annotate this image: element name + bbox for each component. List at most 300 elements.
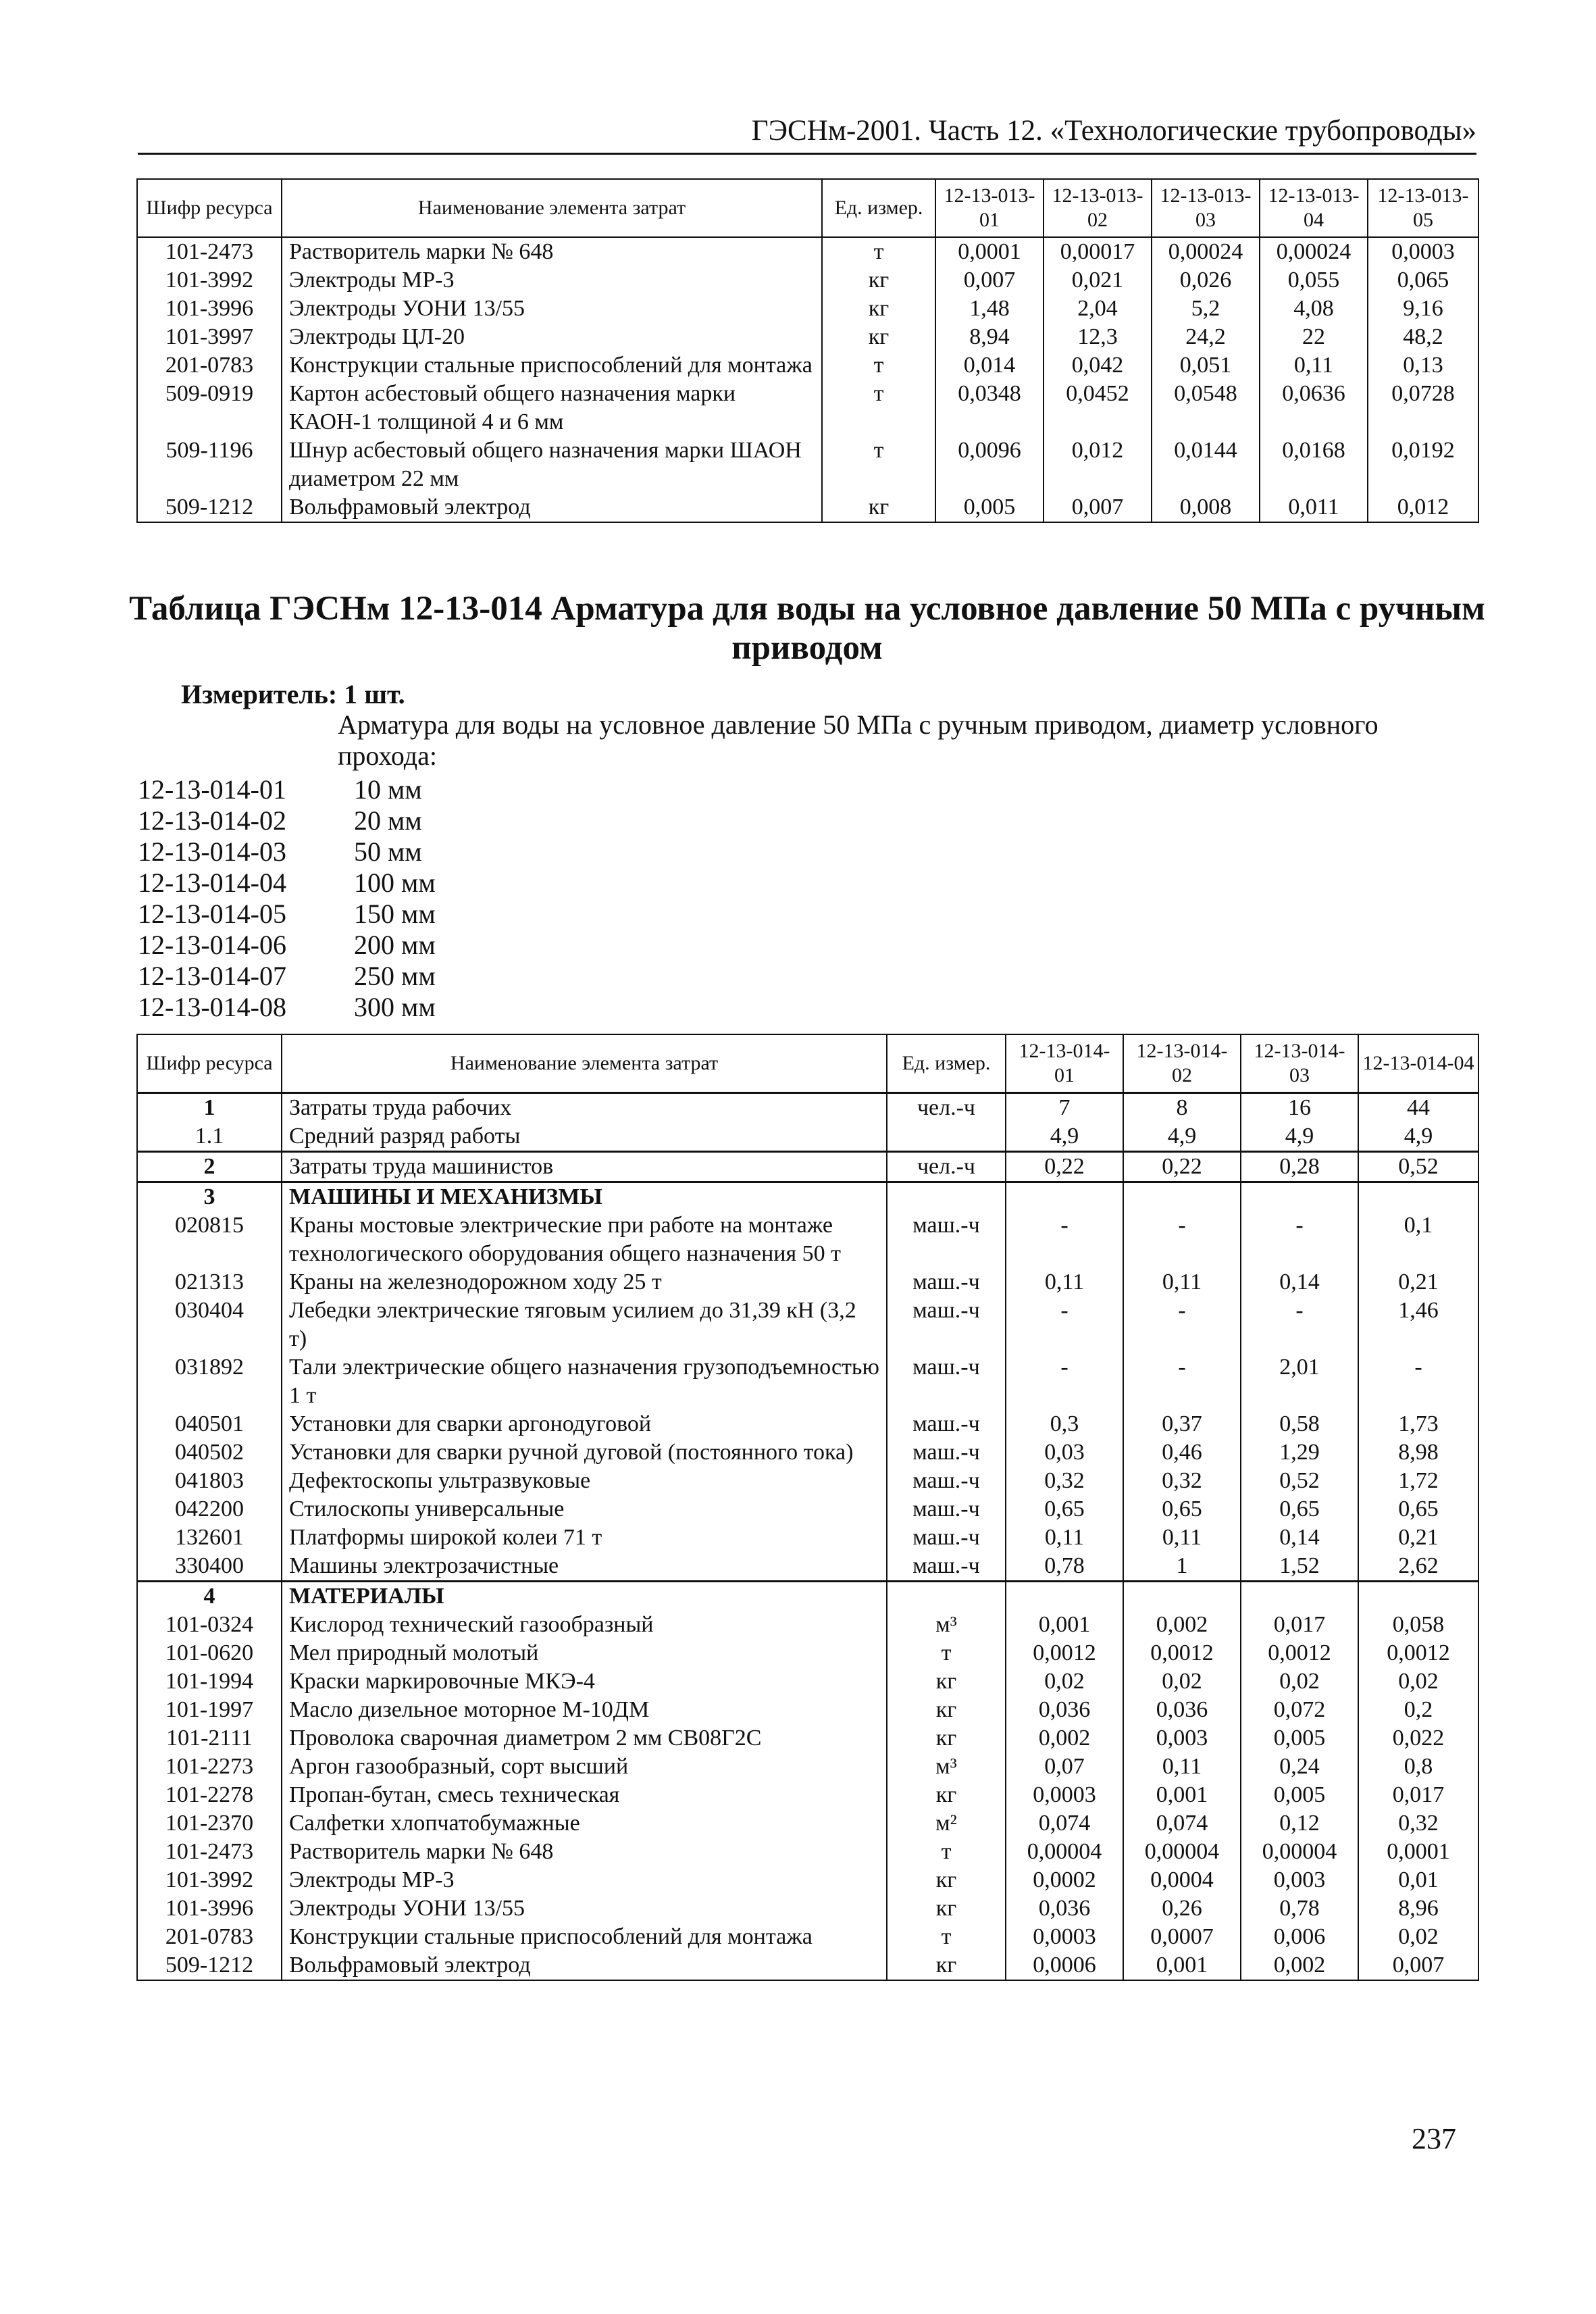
value-cell: 0,2 [1358, 1696, 1478, 1724]
value-cell: 0,11 [1123, 1524, 1241, 1552]
table-row [137, 1182, 1478, 1212]
unit-cell: маш.-ч [887, 1410, 1006, 1438]
cost-element-name: Стилоскопы универсальные [282, 1495, 887, 1524]
cost-element-name: Лебедки электрические тяговым усилием до 31,39 кН (3,2 т) [282, 1297, 887, 1353]
value-cell: 0,001 [1123, 1781, 1241, 1809]
code-list-item [138, 867, 436, 899]
resource-code: 509-1196 [137, 436, 282, 493]
value-cell: 0,11 [1123, 1753, 1241, 1781]
code-list-item [138, 961, 436, 992]
table-row [137, 1753, 1478, 1781]
cost-element-name: Установки для сварки ручной дуговой (постоянного тока) [282, 1438, 887, 1467]
value-cell: 0,0001 [1358, 1838, 1478, 1866]
value-cell: 0,65 [1358, 1495, 1478, 1524]
unit-cell: маш.-ч [887, 1211, 1006, 1268]
value-cell: 2,01 [1241, 1353, 1358, 1410]
value-cell: 4,9 [1006, 1122, 1123, 1152]
value-cell: 0,012 [1368, 493, 1478, 522]
value-cell: 0,006 [1241, 1923, 1358, 1951]
norm-code: 12-13-014-03 [138, 836, 286, 867]
value-cell: 0,002 [1241, 1951, 1358, 1980]
value-cell: 0,074 [1006, 1809, 1123, 1838]
table-row [137, 1866, 1478, 1894]
value-cell: - [1123, 1353, 1241, 1410]
diameter-value: 300 мм [354, 992, 436, 1022]
value-cell: 4,9 [1358, 1122, 1478, 1152]
diameter-value: 150 мм [354, 899, 436, 929]
resource-code: 201-0783 [137, 351, 282, 380]
code-list-item [138, 899, 436, 930]
value-cell: 0,00024 [1152, 237, 1260, 266]
table-row [137, 1495, 1478, 1524]
unit-cell: маш.-ч [887, 1467, 1006, 1495]
value-cell: 0,0144 [1152, 436, 1260, 493]
table-row [137, 1297, 1478, 1353]
value-cell: 0,026 [1152, 266, 1260, 295]
value-cell: 0,051 [1152, 351, 1260, 380]
unit-cell: кг [887, 1724, 1006, 1753]
table-row [137, 1582, 1478, 1611]
value-cell: 0,58 [1241, 1410, 1358, 1438]
value-cell: - [1006, 1353, 1123, 1410]
value-cell: 0,036 [1006, 1894, 1123, 1923]
resource-code: 2 [137, 1152, 282, 1182]
value-cell: 0,13 [1368, 351, 1478, 380]
value-cell: 1,29 [1241, 1438, 1358, 1467]
cost-element-name: Кислород технический газообразный [282, 1611, 887, 1639]
header-code: Шифр ресурса [137, 1034, 282, 1093]
cost-element-name: Конструкции стальные приспособлений для монтажа [282, 351, 822, 380]
unit-cell: кг [887, 1951, 1006, 1980]
table-row [137, 1410, 1478, 1438]
unit-cell: т [822, 237, 935, 266]
value-cell [1006, 1582, 1123, 1611]
resource-code: 101-2473 [137, 237, 282, 266]
value-cell: 0,002 [1006, 1724, 1123, 1753]
header-col: 12-13-013-04 [1260, 179, 1368, 237]
unit-cell: маш.-ч [887, 1353, 1006, 1410]
value-cell: 0,072 [1241, 1696, 1358, 1724]
table-row [137, 1781, 1478, 1809]
value-cell: 0,017 [1358, 1781, 1478, 1809]
resource-code: 101-1997 [137, 1696, 282, 1724]
cost-element-name: Дефектоскопы ультразвуковые [282, 1467, 887, 1495]
value-cell: 1,73 [1358, 1410, 1478, 1438]
cost-element-name: Машины электрозачистные [282, 1552, 887, 1582]
value-cell: 0,055 [1260, 266, 1368, 295]
value-cell: - [1241, 1211, 1358, 1268]
unit-cell: кг [887, 1696, 1006, 1724]
table-row [137, 1894, 1478, 1923]
value-cell [1241, 1582, 1358, 1611]
resource-code: 030404 [137, 1297, 282, 1353]
table-row [137, 1639, 1478, 1667]
unit-cell: маш.-ч [887, 1297, 1006, 1353]
cost-element-name: Растворитель марки № 648 [282, 1838, 887, 1866]
resource-code: 3 [137, 1182, 282, 1212]
unit-cell: т [822, 380, 935, 436]
value-cell: 4,9 [1123, 1122, 1241, 1152]
header-col: 12-13-014-03 [1241, 1034, 1358, 1093]
unit-cell: кг [887, 1781, 1006, 1809]
cost-element-name: Средний разряд работы [282, 1122, 887, 1152]
unit-cell: маш.-ч [887, 1268, 1006, 1297]
value-cell: 0,8 [1358, 1753, 1478, 1781]
unit-cell: чел.-ч [887, 1093, 1006, 1123]
table-row [137, 1438, 1478, 1467]
code-list-item [138, 774, 436, 805]
value-cell: 0,02 [1358, 1667, 1478, 1696]
table1-body [137, 237, 1478, 522]
value-cell: 0,78 [1241, 1894, 1358, 1923]
value-cell: 0,036 [1123, 1696, 1241, 1724]
value-cell: - [1006, 1297, 1123, 1353]
value-cell: 0,14 [1241, 1524, 1358, 1552]
value-cell: 0,065 [1368, 266, 1478, 295]
table-row [137, 1611, 1478, 1639]
value-cell: 0,21 [1358, 1268, 1478, 1297]
resource-code: 020815 [137, 1211, 282, 1268]
unit-cell: кг [822, 295, 935, 323]
value-cell: 0,017 [1241, 1611, 1358, 1639]
value-cell: - [1006, 1211, 1123, 1268]
value-cell: 0,14 [1241, 1268, 1358, 1297]
header-col: 12-13-013-03 [1152, 179, 1260, 237]
value-cell: 0,22 [1123, 1152, 1241, 1182]
value-cell: 0,1 [1358, 1211, 1478, 1268]
value-cell: 0,036 [1006, 1696, 1123, 1724]
resource-code: 201-0783 [137, 1923, 282, 1951]
value-cell: 0,03 [1006, 1438, 1123, 1467]
value-cell: 0,02 [1358, 1923, 1478, 1951]
value-cell: - [1123, 1297, 1241, 1353]
running-header: ГЭСНм-2001. Часть 12. «Технологические трубопроводы» [138, 112, 1476, 155]
value-cell: 0,0012 [1358, 1639, 1478, 1667]
value-cell: 16 [1241, 1093, 1358, 1123]
value-cell: 0,24 [1241, 1753, 1358, 1781]
value-cell: 1,72 [1358, 1467, 1478, 1495]
table-row [137, 323, 1478, 351]
value-cell: 1,46 [1358, 1297, 1478, 1353]
code-list [138, 774, 436, 1023]
header-code: Шифр ресурса [137, 179, 282, 237]
value-cell: 2,62 [1358, 1552, 1478, 1582]
value-cell: 0,042 [1044, 351, 1152, 380]
value-cell: 0,005 [1241, 1724, 1358, 1753]
value-cell: 0,0012 [1241, 1639, 1358, 1667]
resource-code: 330400 [137, 1552, 282, 1582]
value-cell: 0,003 [1123, 1724, 1241, 1753]
table-title: Таблица ГЭСНм 12-13-014 Арматура для воды на условное давление 50 МПа с ручным приводом [129, 590, 1485, 667]
cost-element-name: Картон асбестовый общего назначения марки КАОН-1 толщиной 4 и 6 мм [282, 380, 822, 436]
meter-label: Измеритель: 1 шт. [181, 679, 405, 709]
unit-cell: маш.-ч [887, 1495, 1006, 1524]
value-cell: - [1241, 1297, 1358, 1353]
value-cell: 4,9 [1241, 1122, 1358, 1152]
norm-code: 12-13-014-02 [138, 805, 286, 836]
header-col: 12-13-014-04 [1358, 1034, 1478, 1093]
unit-cell: маш.-ч [887, 1438, 1006, 1467]
cost-element-name: Масло дизельное моторное М-10ДМ [282, 1696, 887, 1724]
value-cell: 0,65 [1006, 1495, 1123, 1524]
diameter-value: 250 мм [354, 961, 436, 991]
table-row [137, 1353, 1478, 1410]
value-cell: 0,02 [1006, 1667, 1123, 1696]
unit-cell: т [887, 1923, 1006, 1951]
cost-element-name: Салфетки хлопчатобумажные [282, 1809, 887, 1838]
value-cell: 0,11 [1006, 1268, 1123, 1297]
unit-cell: т [822, 351, 935, 380]
unit-cell [887, 1182, 1006, 1212]
value-cell: 0,00004 [1006, 1838, 1123, 1866]
resource-code: 132601 [137, 1524, 282, 1552]
unit-cell [887, 1122, 1006, 1152]
resource-code: 031892 [137, 1353, 282, 1410]
value-cell: 0,26 [1123, 1894, 1241, 1923]
value-cell: 0,012 [1044, 436, 1152, 493]
value-cell: 0,007 [1358, 1951, 1478, 1980]
value-cell: 0,0096 [935, 436, 1044, 493]
table-row [137, 1951, 1478, 1980]
value-cell: 0,01 [1358, 1866, 1478, 1894]
resource-code: 101-2473 [137, 1838, 282, 1866]
value-cell: 0,0348 [935, 380, 1044, 436]
unit-cell: маш.-ч [887, 1524, 1006, 1552]
value-cell: 0,0004 [1123, 1866, 1241, 1894]
resource-code: 101-2370 [137, 1809, 282, 1838]
code-list-item [138, 836, 436, 867]
value-cell: 1,52 [1241, 1552, 1358, 1582]
cost-element-name: Затраты труда рабочих [282, 1093, 887, 1123]
code-list-item [138, 930, 436, 961]
diameter-value: 10 мм [354, 774, 422, 805]
cost-element-name: Вольфрамовый электрод [282, 1951, 887, 1980]
table-row [137, 266, 1478, 295]
value-cell: 0,00004 [1241, 1838, 1358, 1866]
value-cell: 4,08 [1260, 295, 1368, 323]
value-cell: 0,32 [1123, 1467, 1241, 1495]
value-cell: 0,0728 [1368, 380, 1478, 436]
resource-code: 509-1212 [137, 493, 282, 522]
norm-code: 12-13-014-08 [138, 992, 286, 1022]
table-row [137, 1122, 1478, 1152]
resource-code: 509-1212 [137, 1951, 282, 1980]
table-row [137, 1923, 1478, 1951]
value-cell: 0,65 [1123, 1495, 1241, 1524]
table-row [137, 1467, 1478, 1495]
value-cell: 0,007 [1044, 493, 1152, 522]
resource-code: 101-2111 [137, 1724, 282, 1753]
table-12-13-013-continued [136, 178, 1479, 523]
value-cell: 0,3 [1006, 1410, 1123, 1438]
resource-code: 021313 [137, 1268, 282, 1297]
value-cell: 8 [1123, 1093, 1241, 1123]
norm-code: 12-13-014-05 [138, 899, 286, 929]
value-cell: 0,014 [935, 351, 1044, 380]
value-cell: 0,07 [1006, 1753, 1123, 1781]
value-cell: 0,058 [1358, 1611, 1478, 1639]
cost-element-name: Краски маркировочные МКЭ-4 [282, 1667, 887, 1696]
value-cell: 0,52 [1358, 1152, 1478, 1182]
diameter-value: 200 мм [354, 930, 436, 960]
unit-cell: кг [822, 493, 935, 522]
resource-code: 101-3992 [137, 266, 282, 295]
header-col: 12-13-013-01 [935, 179, 1044, 237]
unit-cell: чел.-ч [887, 1152, 1006, 1182]
value-cell: 0,28 [1241, 1152, 1358, 1182]
value-cell: 2,04 [1044, 295, 1152, 323]
value-cell: 9,16 [1368, 295, 1478, 323]
resource-code: 4 [137, 1582, 282, 1611]
table-row [137, 1667, 1478, 1696]
value-cell: 0,02 [1241, 1667, 1358, 1696]
value-cell: 0,0548 [1152, 380, 1260, 436]
cost-element-name: Растворитель марки № 648 [282, 237, 822, 266]
value-cell [1241, 1182, 1358, 1212]
unit-cell: м² [887, 1809, 1006, 1838]
resource-code: 101-2273 [137, 1753, 282, 1781]
cost-element-name: Краны мостовые электрические при работе на монтаже технологического оборудования общего назначения 50 т [282, 1211, 887, 1268]
table-row [137, 237, 1478, 266]
unit-cell: м³ [887, 1611, 1006, 1639]
value-cell: 8,94 [935, 323, 1044, 351]
norm-code: 12-13-014-04 [138, 867, 286, 898]
unit-cell: кг [822, 266, 935, 295]
resource-code: 1.1 [137, 1122, 282, 1152]
unit-cell: кг [887, 1894, 1006, 1923]
value-cell: 1 [1123, 1552, 1241, 1582]
cost-element-name: Шнур асбестовый общего назначения марки ШАОН диаметром 22 мм [282, 436, 822, 493]
unit-cell: т [822, 436, 935, 493]
unit-cell [887, 1582, 1006, 1611]
value-cell: 0,32 [1006, 1467, 1123, 1495]
table-row [137, 1838, 1478, 1866]
table-row [137, 380, 1478, 436]
cost-element-name: Мел природный молотый [282, 1639, 887, 1667]
value-cell: 0,00024 [1260, 237, 1368, 266]
value-cell: 0,001 [1006, 1611, 1123, 1639]
unit-cell: кг [887, 1667, 1006, 1696]
cost-element-name: Вольфрамовый электрод [282, 493, 822, 522]
unit-cell: т [887, 1838, 1006, 1866]
value-cell: 0,00017 [1044, 237, 1152, 266]
header-unit: Ед. измер. [822, 179, 935, 237]
resource-code: 101-0324 [137, 1611, 282, 1639]
resource-code: 101-3996 [137, 295, 282, 323]
code-list-item [138, 992, 436, 1023]
diameter-value: 20 мм [354, 805, 422, 836]
value-cell: 0,0006 [1006, 1951, 1123, 1980]
resource-code: 040502 [137, 1438, 282, 1467]
table-row [137, 493, 1478, 522]
cost-element-name: Тали электрические общего назначения грузоподъемностью 1 т [282, 1353, 887, 1410]
value-cell: 0,0012 [1123, 1639, 1241, 1667]
cost-element-name: Проволока сварочная диаметром 2 мм СВ08Г2С [282, 1724, 887, 1753]
value-cell: 5,2 [1152, 295, 1260, 323]
value-cell: 0,0003 [1006, 1923, 1123, 1951]
value-cell: 0,00004 [1123, 1838, 1241, 1866]
unit-cell: кг [822, 323, 935, 351]
value-cell: 0,0001 [935, 237, 1044, 266]
value-cell: 0,02 [1123, 1667, 1241, 1696]
value-cell: 0,46 [1123, 1438, 1241, 1467]
value-cell: 0,021 [1044, 266, 1152, 295]
value-cell: 0,074 [1123, 1809, 1241, 1838]
resource-code: 509-0919 [137, 380, 282, 436]
unit-cell: маш.-ч [887, 1552, 1006, 1582]
cost-element-name: МАШИНЫ И МЕХАНИЗМЫ [282, 1182, 887, 1212]
value-cell: 0,11 [1260, 351, 1368, 380]
cost-element-name: Платформы широкой колеи 71 т [282, 1524, 887, 1552]
table-row [137, 295, 1478, 323]
resource-code: 101-1994 [137, 1667, 282, 1696]
value-cell: 0,32 [1358, 1809, 1478, 1838]
header-name: Наименование элемента затрат [282, 179, 822, 237]
unit-cell: кг [887, 1866, 1006, 1894]
value-cell: 0,011 [1260, 493, 1368, 522]
cost-element-name: Затраты труда машинистов [282, 1152, 887, 1182]
header-col: 12-13-014-01 [1006, 1034, 1123, 1093]
value-cell: 0,003 [1241, 1866, 1358, 1894]
table-row [137, 436, 1478, 493]
value-cell [1006, 1182, 1123, 1212]
value-cell [1358, 1182, 1478, 1212]
cost-element-name: Электроды УОНИ 13/55 [282, 1894, 887, 1923]
value-cell: 7 [1006, 1093, 1123, 1123]
table-row [137, 1211, 1478, 1268]
value-cell: 0,0012 [1006, 1639, 1123, 1667]
cost-element-name: Краны на железнодорожном ходу 25 т [282, 1268, 887, 1297]
header-col: 12-13-013-05 [1368, 179, 1478, 237]
value-cell: 8,96 [1358, 1894, 1478, 1923]
table-row [137, 1152, 1478, 1182]
resource-code: 101-3997 [137, 323, 282, 351]
value-cell: 0,007 [935, 266, 1044, 295]
unit-cell: м³ [887, 1753, 1006, 1781]
diameter-value: 50 мм [354, 836, 422, 867]
page-number: 237 [1412, 2122, 1456, 2155]
header-col: 12-13-013-02 [1044, 179, 1152, 237]
value-cell: 0,0002 [1006, 1866, 1123, 1894]
value-cell: 0,001 [1123, 1951, 1241, 1980]
value-cell: 0,0007 [1123, 1923, 1241, 1951]
resource-code: 040501 [137, 1410, 282, 1438]
value-cell: 24,2 [1152, 323, 1260, 351]
table-row [137, 1093, 1478, 1123]
resource-code: 042200 [137, 1495, 282, 1524]
value-cell: 0,0003 [1368, 237, 1478, 266]
value-cell: - [1358, 1353, 1478, 1410]
value-cell: 0,12 [1241, 1809, 1358, 1838]
value-cell: 0,11 [1123, 1268, 1241, 1297]
resource-code: 1 [137, 1093, 282, 1123]
value-cell: 0,0452 [1044, 380, 1152, 436]
norm-code: 12-13-014-01 [138, 774, 286, 805]
cost-element-name: Электроды ЦЛ-20 [282, 323, 822, 351]
table-row [137, 1724, 1478, 1753]
table2-body [137, 1093, 1478, 1981]
value-cell: 0,0168 [1260, 436, 1368, 493]
value-cell: 8,98 [1358, 1438, 1478, 1467]
table-12-13-014 [136, 1034, 1479, 1981]
value-cell: 0,11 [1006, 1524, 1123, 1552]
value-cell: 48,2 [1368, 323, 1478, 351]
resource-code: 101-2278 [137, 1781, 282, 1809]
table-row [137, 1268, 1478, 1297]
value-cell: 1,48 [935, 295, 1044, 323]
norm-code: 12-13-014-07 [138, 961, 286, 991]
value-cell: 0,21 [1358, 1524, 1478, 1552]
